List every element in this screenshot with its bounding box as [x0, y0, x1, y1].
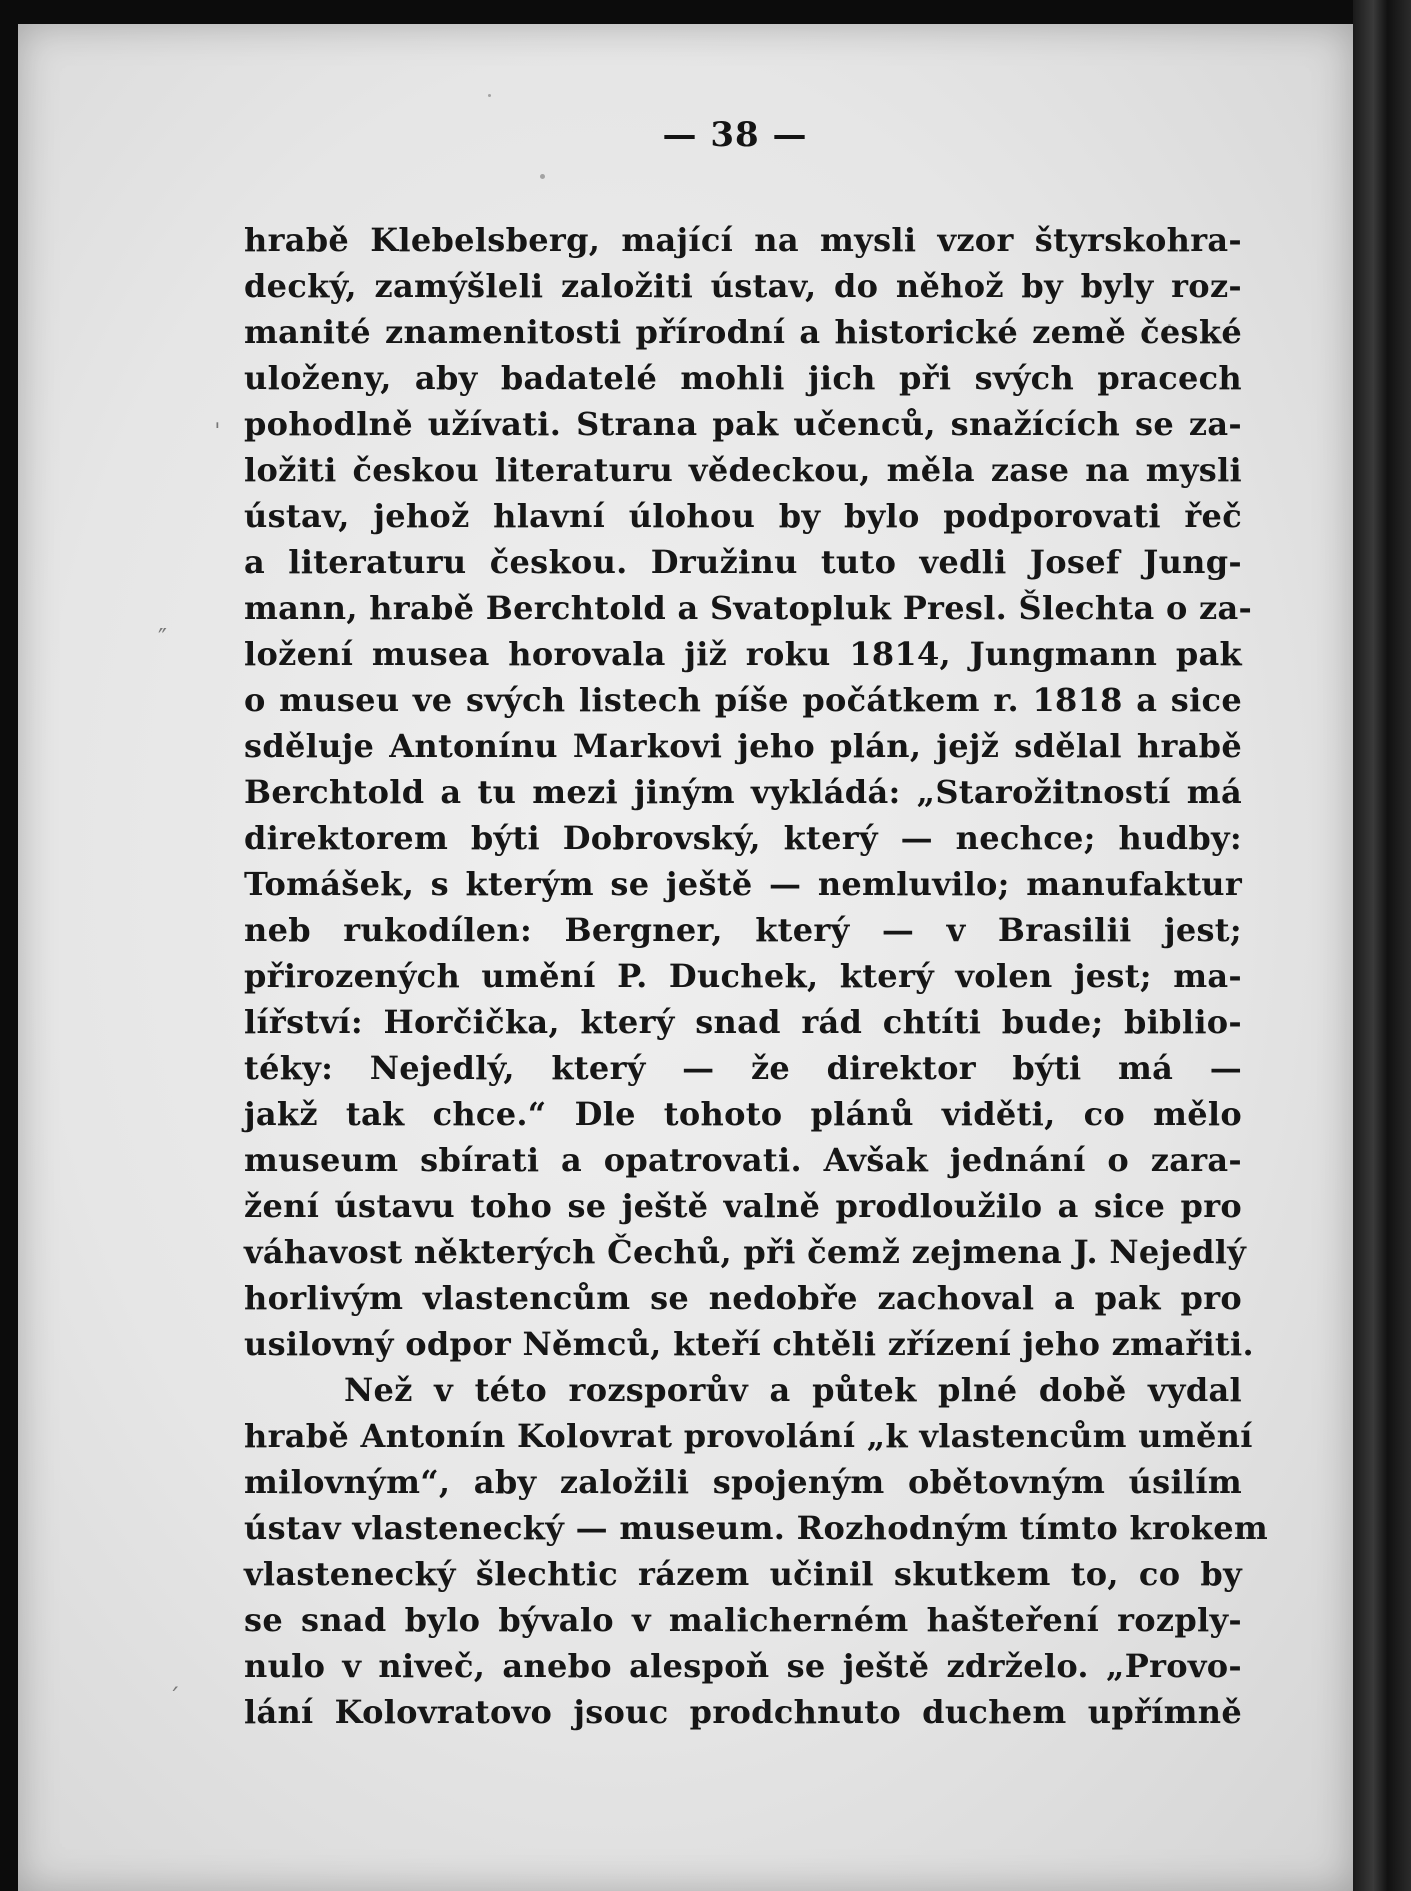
- text-line: o museu ve svých listech píše počátkem r. 1818 a sice: [244, 681, 1242, 719]
- text-line: usilovný odpor Němců, kteří chtěli zřízení jeho zmařiti.: [244, 1325, 1254, 1363]
- text-line: váhavost některých Čechů, při čemž zejmena J. Nejedlý: [244, 1233, 1247, 1271]
- text-line: Berchtold a tu mezi jiným vykládá: „Starožitností má: [244, 773, 1242, 811]
- margin-tick: ˊ: [168, 1684, 180, 1712]
- text-line: milovným“, aby založili spojeným obětovným úsilím: [244, 1463, 1242, 1501]
- text-line: a literaturu českou. Družinu tuto vedli Josef Jung-: [244, 543, 1242, 581]
- text-line: decký, zamýšleli založiti ústav, do něhož by byly roz-: [244, 267, 1242, 305]
- text-line: museum sbírati a opatrovati. Avšak jednání o zara-: [244, 1141, 1242, 1179]
- text-line: uloženy, aby badatelé mohli jich při svých pracech: [244, 359, 1242, 397]
- text-line: se snad bylo bývalo v malicherném hašteření rozply-: [244, 1601, 1242, 1639]
- body-text: [244, 217, 1269, 1735]
- text-line: ústav, jehož hlavní úlohou by bylo podporovati řeč: [244, 497, 1242, 535]
- text-line: lířství: Horčička, který snad rád chtíti bude; biblio-: [244, 1003, 1242, 1041]
- margin-tick: ˈ: [214, 419, 221, 447]
- text-line: téky: Nejedlý, který — že direktor býti má —: [244, 1049, 1242, 1087]
- text-line: nulo v niveč, anebo alespoň se ještě zdrželo. „Provo-: [244, 1647, 1242, 1685]
- text-line: pohodlně užívati. Strana pak učenců, snažících se za-: [244, 405, 1242, 443]
- text-line: jakž tak chce.“ Dle tohoto plánů viděti, co mělo: [244, 1095, 1242, 1133]
- text-line: lání Kolovratovo jsouc prodchnuto duchem upřímně: [244, 1693, 1242, 1731]
- text-line: direktorem býti Dobrovský, který — nechce; hudby:: [244, 819, 1242, 857]
- dust-speck: [540, 174, 545, 179]
- text-line: neb rukodílen: Bergner, který — v Brasilii jest;: [244, 911, 1242, 949]
- text-line: vlastenecký šlechtic rázem učinil skutkem to, co by: [244, 1555, 1242, 1593]
- text-line: ústav vlastenecký — museum. Rozhodným tímto krokem: [244, 1509, 1269, 1547]
- text-line: hrabě Klebelsberg, mající na mysli vzor štyrskohra-: [244, 221, 1242, 259]
- text-line: hrabě Antonín Kolovrat provolání „k vlastencům umění: [244, 1417, 1253, 1455]
- text-line: manité znamenitosti přírodní a historické země české: [244, 313, 1242, 351]
- text-line: Tomášek, s kterým se ještě — nemluvilo; manufaktur: [244, 865, 1242, 903]
- text-line: ložiti českou literaturu vědeckou, měla zase na mysli: [244, 451, 1242, 489]
- text-line: Než v této rozsporův a půtek plné době vydal: [344, 1371, 1242, 1409]
- text-line: mann, hrabě Berchtold a Svatopluk Presl. Šlechta o za-: [244, 589, 1253, 627]
- book-binding-edge: [1353, 0, 1411, 1891]
- page-number: — 38 —: [662, 115, 808, 155]
- margin-tick: ″: [158, 624, 167, 652]
- text-line: horlivým vlastencům se nedobře zachoval a pak pro: [244, 1279, 1242, 1317]
- text-line: ložení musea horovala již roku 1814, Jungmann pak: [244, 635, 1242, 673]
- dust-speck: [488, 94, 491, 97]
- text-line: žení ústavu toho se ještě valně prodloužilo a sice pro: [244, 1187, 1242, 1225]
- text-line: sděluje Antonínu Markovi jeho plán, jejž sdělal hrabě: [244, 727, 1242, 765]
- text-line: přirozených umění P. Duchek, který volen jest; ma-: [244, 957, 1242, 995]
